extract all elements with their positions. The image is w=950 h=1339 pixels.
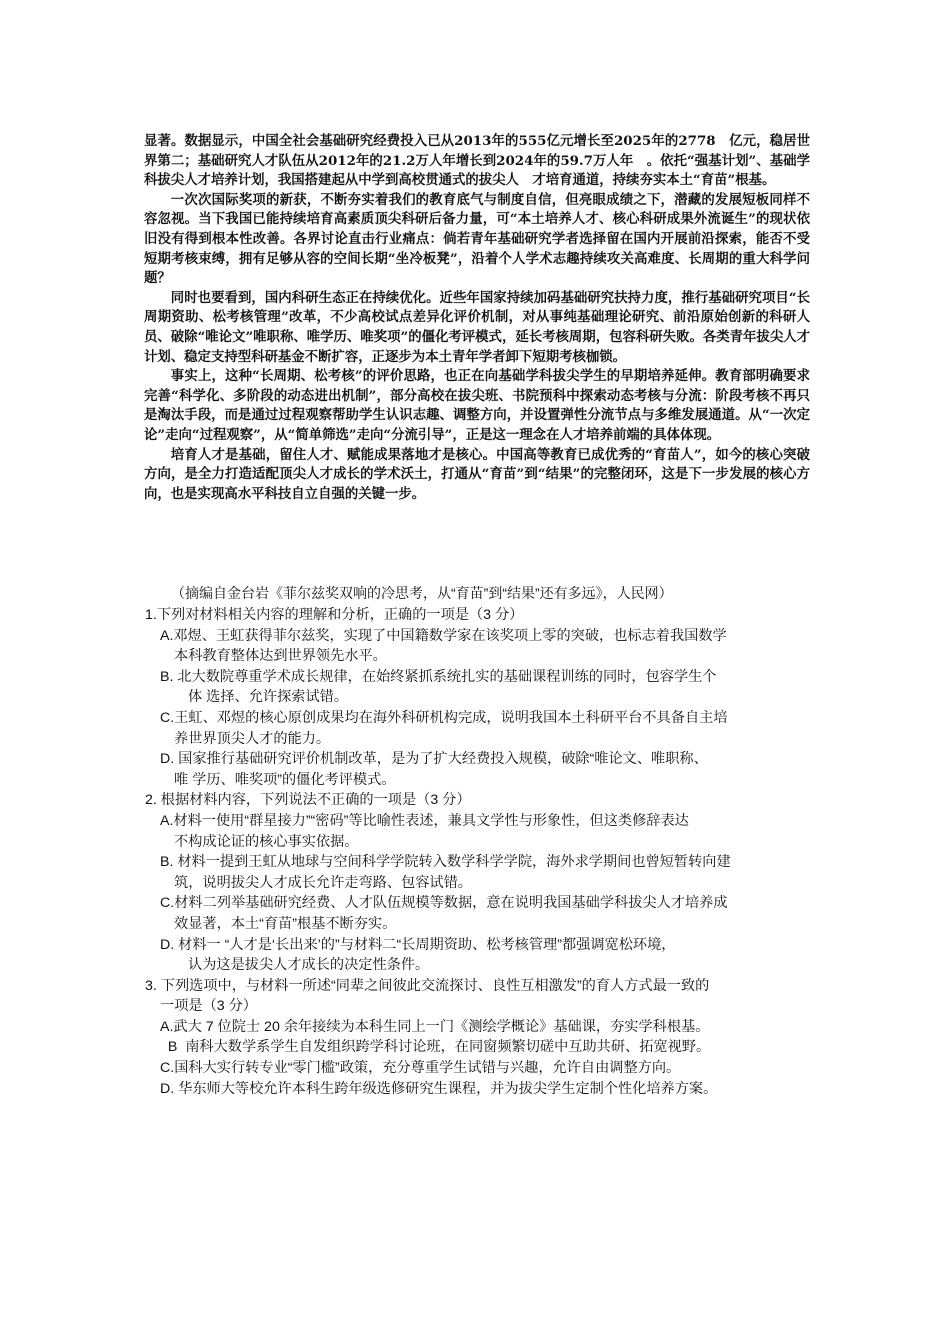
option-text-cont: 不构成论证的核心事实依据。 <box>174 833 359 850</box>
option-b[interactable] <box>160 1037 810 1058</box>
option-b[interactable] <box>160 852 810 893</box>
passage-paragraph: 培育人才是基础，留住人才、赋能成果落地才是核心。中国高等教育已成优秀的“育苗人”，如今的核心突破方向，是全力打造适配顶尖人才成长的学术沃土，打通从“育苗”到“结果”的完整闭环，这是下一步发展的核心方向，也是实现高水平科技自立自强的关键一步。 <box>144 446 810 502</box>
option-text: C.材料二列举基础研究经费、人才队伍规模等数据，意在说明我国基础学科拔尖人才培养成 <box>160 895 728 912</box>
option-text: B 南科大数学系学生自发组织跨学科讨论班，在同窗频繁切磋中互助共研、拓宽视野。 <box>160 1039 711 1056</box>
option-text: A.武大 7 位院士 20 余年接续为本科生同上一门《测绘学概论》基础课，夯实学科根基。 <box>160 1018 710 1035</box>
option-a[interactable] <box>160 626 810 667</box>
option-text-cont: 认为这是拔尖人才成长的决定性条件。 <box>188 957 430 974</box>
option-text: A.邓煜、王虹获得菲尔兹奖，实现了中国籍数学家在该奖项上零的突破，也标志着我国数学 <box>160 627 727 644</box>
option-c[interactable] <box>160 708 810 749</box>
passage-source: （摘编自金台岩《菲尔兹奖双响的冷思考，从“育苗”到“结果”还有多远》，人民网） <box>171 585 673 601</box>
reading-passage <box>144 132 810 504</box>
option-text-cont: 体 选择、允许探索试错。 <box>188 689 349 706</box>
option-a[interactable] <box>160 1017 810 1038</box>
option-c[interactable] <box>160 893 810 934</box>
question-2 <box>145 790 810 975</box>
option-text-cont: 筑，说明拔尖人才成长允许走弯路、包容试错。 <box>174 874 472 891</box>
option-text-cont: 唯 学历、唯奖项”的僵化考评模式。 <box>174 771 396 788</box>
option-text: C.王虹、邓煜的核心原创成果均在海外科研机构完成，说明我国本土科研平台不具备自主培 <box>160 709 728 726</box>
option-text: C.国科大实行转专业“零门槛”政策，充分尊重学生试错与兴趣，允许自由调整方向。 <box>160 1060 681 1077</box>
option-text: D. 国家推行基础研究评价机制改革，是为了扩大经费投入规模，破除“唯论文、唯职称、 <box>160 751 708 768</box>
question-3 <box>145 976 810 1100</box>
question-1 <box>145 605 810 790</box>
option-text-cont: 本科教育整体达到世界领先水平。 <box>174 648 387 665</box>
question-stem: 1.下列对材料相关内容的理解和分析，正确的一项是（3 分） <box>145 607 524 623</box>
option-b[interactable] <box>160 667 810 708</box>
passage-paragraph: 同时也要看到，国内科研生态正在持续优化。近些年国家持续加码基础研究扶持力度，推行基础研究项目“长周期资助、松考核管理”改革，不少高校试点差异化评价机制，对从事纯基础理论研究、前沿原始创新的科研人员、破除“唯论文”唯职称、唯学历、唯奖项”的僵化考评模式，延长考核周期，包容科研失败。各类青年拔尖人才计划、稳定支持型科研基金不断扩容，正逐步为本土青年学者卸下短期考核枷锁。 <box>144 289 810 365</box>
option-c[interactable] <box>160 1058 810 1079</box>
option-text-cont: 效显著，本土“育苗”根基不断夯实。 <box>174 915 397 932</box>
option-text: B. 材料一提到王虹从地球与空间科学学院转入数学科学学院，海外求学期间也曾短暂转向建 <box>160 854 731 871</box>
option-d[interactable] <box>160 935 810 976</box>
option-d[interactable] <box>160 749 810 790</box>
option-text: D. 华东师大等校允许本科生跨年级选修研究生课程，并为拔尖学生定制个性化培养方案。 <box>160 1080 718 1097</box>
option-text-cont: 养世界顶尖人才的能力。 <box>174 730 331 747</box>
option-text: D. 材料一 “人才是‘长出来’的”与材料二“长周期资助、松考核管理”都强调宽松环境， <box>160 936 676 953</box>
passage-paragraph: 事实上，这种“长周期、松考核”的评价思路，也正在向基础学科拔尖学生的早期培养延伸。教育部明确要求完善“科学化、多阶段的动态进出机制”，部分高校在拔尖班、书院预科中探索动态考核与分流：阶段考核不再只是淘汰手段，而是通过过程观察帮助学生认识志趣、调整方向，并设置弹性分流节点与多维发展通道。从“一次定论”走向“过程观察”，从“简单筛选”走向“分流引导”，正是这一理念在人才培养前端的具体体现。 <box>144 368 810 443</box>
option-a[interactable] <box>160 811 810 852</box>
passage-paragraph: 显著。数据显示，中国全社会基础研究经费投入已从2013年的555亿元增长至2025年的2778 亿元，稳居世界第二；基础研究人才队伍从2012年的21.2万人年增长到2024年的59.7万人年 。依托“强基计划”、基础学科拔尖人才培养计划，我国搭建起从中学到高校贯通式的拔尖人 才培育通道，持续夯实本土“育苗”根基。 <box>144 133 810 189</box>
option-text: A.材料一使用“群星接力”“密码”等比喻性表述，兼具文学性与形象性，但这类修辞表达 <box>160 812 689 829</box>
option-d[interactable] <box>160 1079 810 1100</box>
option-text: B. 北大数院尊重学术成长规律，在始终紧抓系统扎实的基础课程训练的同时，包容学生个 <box>160 668 717 685</box>
passage-paragraph: 一次次国际奖项的新获，不断夯实着我们的教育底气与制度自信，但亮眼成绩之下，潜藏的发展短板同样不容忽视。当下我国已能持续培育高素质顶尖科研后备力量，可“本土培养人才、核心科研成果外流诞生”的现状依旧没有得到根本性改善。各界讨论直击行业痛点：倘若青年基础研究学者选择留在国内开展前沿探索，能否不受短期考核束缚，拥有足够从容的空间长期“坐冷板凳”，沿着个人学术志趣持续攻关高难度、长周期的重大科学问题？ <box>144 191 810 287</box>
question-stem-cont: 一项是（3 分） <box>160 998 257 1015</box>
question-stem: 2. 根据材料内容，下列说法不正确的一项是（3 分） <box>145 792 471 809</box>
question-stem: 3. 下列选项中，与材料一所述“同辈之间彼此交流探讨、良性互相激发”的育人方式最一致的 <box>145 977 710 994</box>
question-list <box>145 605 810 1099</box>
